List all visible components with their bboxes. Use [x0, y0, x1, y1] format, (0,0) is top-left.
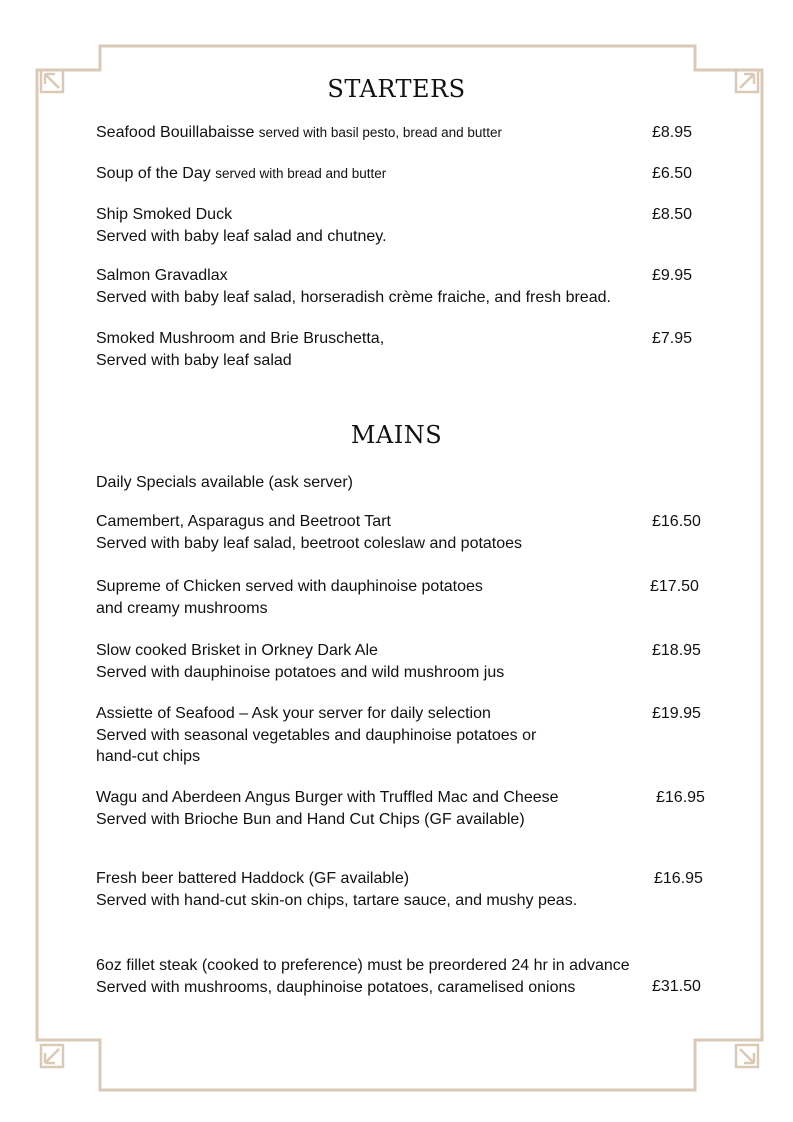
- item-name: Soup of the Day: [96, 165, 211, 182]
- item-desc: Served with seasonal vegetables and dauphinoise potatoes or: [96, 726, 537, 744]
- item-inline-desc: served with bread and butter: [215, 166, 387, 181]
- item-desc: Served with mushrooms, dauphinoise potatoes, caramelised onions: [96, 978, 576, 996]
- item-desc: Served with dauphinoise potatoes and wild mushroom jus: [96, 663, 505, 681]
- item-name: Ship Smoked Duck: [96, 206, 233, 223]
- item-price: £6.50: [652, 165, 693, 182]
- starters-heading: STARTERS: [327, 75, 466, 103]
- item-price: £8.95: [652, 124, 693, 141]
- item-price: £9.95: [652, 267, 693, 284]
- item-inline-desc: served with basil pesto, bread and butter: [258, 125, 502, 140]
- item-name: Seafood Bouillabaisse: [96, 124, 255, 141]
- item-desc-continued: hand-cut chips: [96, 748, 201, 765]
- menu-item: [96, 163, 716, 185]
- item-desc: and creamy mushrooms: [96, 599, 268, 617]
- menu-item: [96, 204, 716, 247]
- item-price: £31.50: [652, 978, 701, 995]
- item-price: £8.50: [652, 206, 693, 223]
- item-price: £16.95: [656, 789, 705, 806]
- menu-item: [96, 265, 736, 308]
- item-name: Smoked Mushroom and Brie Bruschetta,: [96, 330, 385, 347]
- item-name: Camembert, Asparagus and Beetroot Tart: [96, 513, 391, 530]
- specials-note: Daily Specials available (ask server): [96, 474, 353, 491]
- menu-item: [96, 328, 716, 371]
- item-price: £7.95: [652, 330, 693, 347]
- item-name: 6oz fillet steak (cooked to preference) must be preordered 24 hr in advance: [96, 957, 630, 974]
- item-desc: Served with baby leaf salad, beetroot coleslaw and potatoes: [96, 534, 523, 552]
- item-name: Slow cooked Brisket in Orkney Dark Ale: [96, 642, 378, 659]
- menu-item: [96, 640, 716, 683]
- menu-item: [96, 511, 716, 554]
- menu-item: [96, 703, 716, 768]
- item-price: £16.50: [652, 513, 701, 530]
- item-price: £19.95: [652, 705, 701, 722]
- item-desc: Served with baby leaf salad and chutney.: [96, 227, 387, 245]
- item-name: Supreme of Chicken: [96, 578, 241, 595]
- menu-item: [96, 868, 716, 911]
- item-inline-desc: served with dauphinoise potatoes: [245, 578, 483, 595]
- item-desc: Served with hand-cut skin-on chips, tartare sauce, and mushy peas.: [96, 891, 578, 909]
- menu-item: [96, 787, 656, 830]
- mains-heading: MAINS: [350, 421, 443, 449]
- item-name: Fresh beer battered Haddock (GF available): [96, 870, 410, 887]
- menu-item: [96, 122, 716, 144]
- item-desc: Served with Brioche Bun and Hand Cut Chips (GF available): [96, 810, 525, 828]
- menu-item: [96, 576, 716, 619]
- item-name: Salmon Gravadlax: [96, 267, 228, 284]
- item-price: £16.95: [654, 870, 703, 887]
- item-desc: Served with baby leaf salad, horseradish crème fraiche, and fresh bread.: [96, 288, 611, 306]
- item-price: £17.50: [650, 578, 699, 595]
- menu-item: [96, 955, 736, 998]
- item-name: Assiette of Seafood – Ask your server for daily selection: [96, 705, 491, 722]
- item-desc: Served with baby leaf salad: [96, 351, 292, 369]
- item-price: £18.95: [652, 642, 701, 659]
- item-name: Wagu and Aberdeen Angus Burger with Truffled Mac and Cheese: [96, 789, 559, 806]
